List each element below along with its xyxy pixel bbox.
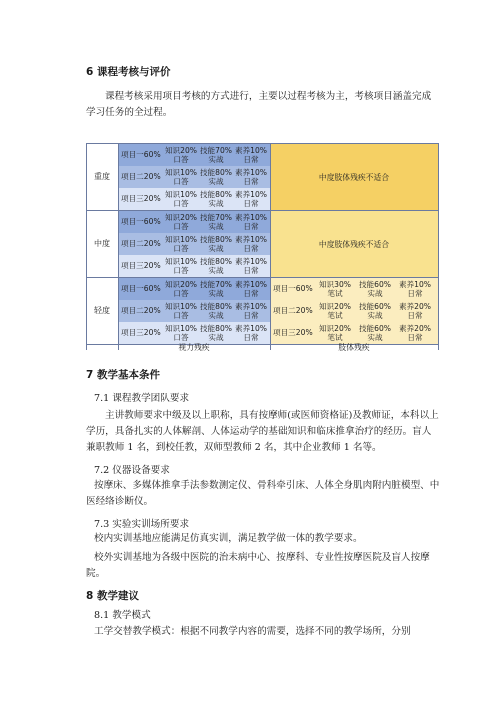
project-row [118, 211, 270, 233]
assessment-table [86, 143, 438, 350]
assessment-method: 实战 [208, 266, 224, 275]
assessment-part [234, 213, 268, 231]
assessment-part [199, 324, 233, 342]
section-7-3-paragraph-2: 校外实训基地为各级中医院的治未病中心、按摩科、专业性按摩医院及盲人按摩院。 [86, 552, 430, 579]
assessment-part [234, 235, 268, 253]
assessment-part [164, 235, 198, 253]
assessment-percent: 素养10% [234, 324, 268, 333]
assessment-method: 实战 [208, 311, 224, 320]
section-8-1-title: 8.1 教学模式 [94, 610, 151, 621]
assessment-part [398, 324, 432, 342]
assessment-part [199, 257, 233, 275]
assessment-percent: 知识10% [164, 190, 198, 199]
section-6-paragraph: 课程考核采用项目考核的方式进行，主要以过程考核为主，考核项目涵盖完成学习任务的全过程。 [86, 91, 432, 118]
assessment-method: 日常 [243, 311, 259, 320]
assessment-percent: 技能60% [358, 324, 392, 333]
project-name: 项目三20% [273, 328, 313, 337]
assessment-method: 口答 [173, 177, 189, 186]
assessment-percent: 技能80% [199, 302, 233, 311]
assessment-part [318, 280, 352, 298]
assessment-method: 口答 [173, 289, 189, 298]
assessment-part [199, 213, 233, 231]
assessment-percent: 知识10% [164, 168, 198, 177]
assessment-method: 笔试 [327, 311, 343, 320]
project-row [270, 300, 438, 322]
section-7-1-paragraph: 主讲教师要求中级及以上职称，具有按摩师(或医师资格证)及教师证，本科以上学历，具备扎实的人体解剖、人体运动学的基础知识和临床推拿治疗的经历。盲人兼职教师 1 名，到校任教，双师型教师 2 名，其中企业教师 1 名等。 [86, 410, 439, 453]
assessment-method: 实战 [208, 333, 224, 342]
assessment-part [164, 302, 198, 320]
assessment-method: 笔试 [327, 333, 343, 342]
assessment-percent: 素养10% [234, 302, 268, 311]
assessment-part [234, 190, 268, 208]
project-row [270, 322, 438, 344]
assessment-part [164, 213, 198, 231]
grid-line [86, 143, 87, 350]
assessment-percent: 知识20% [318, 302, 352, 311]
assessment-part [234, 280, 268, 298]
project-name: 项目二20% [273, 306, 313, 315]
assessment-method: 口答 [173, 155, 189, 164]
assessment-part [318, 324, 352, 342]
project-name: 项目三20% [121, 328, 161, 337]
assessment-part [234, 168, 268, 186]
assessment-part [164, 324, 198, 342]
assessment-method: 口答 [173, 266, 189, 275]
assessment-method: 口答 [173, 333, 189, 342]
assessment-part [199, 168, 233, 186]
assessment-method: 笔试 [327, 289, 343, 298]
assessment-percent: 素养10% [234, 257, 268, 266]
assessment-part [358, 280, 392, 298]
assessment-part [164, 168, 198, 186]
assessment-percent: 知识20% [164, 280, 198, 289]
assessment-part [358, 324, 392, 342]
assessment-method: 日常 [407, 311, 423, 320]
assessment-part [164, 146, 198, 164]
project-name: 项目二20% [121, 239, 161, 248]
assessment-part [234, 257, 268, 275]
assessment-part [164, 257, 198, 275]
assessment-percent: 知识20% [318, 324, 352, 333]
assessment-method: 实战 [208, 222, 224, 231]
assessment-method: 日常 [243, 266, 259, 275]
assessment-method: 实战 [208, 177, 224, 186]
assessment-method: 口答 [173, 244, 189, 253]
severity-label: 重度 [94, 171, 110, 181]
project-name: 项目二20% [121, 306, 161, 315]
assessment-part [199, 302, 233, 320]
assessment-part [398, 280, 432, 298]
project-row [118, 322, 270, 344]
not-suitable-cell: 中度肢体残疾不适合 [270, 211, 438, 277]
assessment-method: 口答 [173, 222, 189, 231]
assessment-method: 日常 [243, 244, 259, 253]
project-name: 项目三20% [121, 194, 161, 203]
assessment-percent: 技能80% [199, 190, 233, 199]
project-row [118, 233, 270, 255]
assessment-percent: 知识30% [318, 280, 352, 289]
grid-line [118, 143, 119, 350]
project-name: 项目一60% [273, 284, 313, 293]
project-row [118, 188, 270, 210]
assessment-method: 实战 [367, 311, 383, 320]
footer-physical-disability: 肢体残疾 [338, 343, 370, 352]
project-name: 项目一60% [121, 284, 161, 293]
assessment-method: 实战 [367, 333, 383, 342]
assessment-percent: 素养10% [234, 213, 268, 222]
assessment-method: 实战 [208, 244, 224, 253]
section-7-2-title: 7.2 仪器设备要求 [94, 465, 170, 476]
section-7-2-paragraph: 按摩床、多媒体推拿手法参数测定仪、骨科牵引床、人体全身肌肉附内脏模型、中医经络诊断仪。 [86, 480, 440, 507]
section-7-1-title: 7.1 课程教学团队要求 [94, 393, 190, 404]
assessment-method: 日常 [407, 289, 423, 298]
assessment-method: 实战 [208, 155, 224, 164]
assessment-part [199, 280, 233, 298]
footer-visual-impairment: 视力残疾 [178, 343, 210, 352]
section-8-title: 8 教学建议 [86, 590, 139, 602]
assessment-method: 口答 [173, 311, 189, 320]
assessment-part [398, 302, 432, 320]
assessment-part [199, 146, 233, 164]
assessment-method: 口答 [173, 199, 189, 208]
assessment-percent: 素养20% [398, 302, 432, 311]
assessment-percent: 知识10% [164, 235, 198, 244]
assessment-percent: 素养10% [234, 168, 268, 177]
assessment-percent: 技能80% [199, 324, 233, 333]
assessment-percent: 素养10% [398, 280, 432, 289]
project-name: 项目二20% [121, 172, 161, 181]
assessment-part [234, 302, 268, 320]
assessment-percent: 知识10% [164, 257, 198, 266]
assessment-percent: 素养10% [234, 146, 268, 155]
assessment-percent: 知识10% [164, 324, 198, 333]
assessment-part [234, 324, 268, 342]
assessment-percent: 知识20% [164, 213, 198, 222]
assessment-method: 日常 [243, 333, 259, 342]
assessment-part [199, 190, 233, 208]
assessment-method: 实战 [208, 289, 224, 298]
grid-line [86, 143, 438, 144]
assessment-percent: 知识10% [164, 302, 198, 311]
assessment-method: 日常 [407, 333, 423, 342]
section-7-3-title: 7.3 实验实训场所要求 [94, 519, 190, 530]
section-6-title: 6 课程考核与评价 [86, 66, 171, 78]
assessment-part [234, 146, 268, 164]
severity-label: 轻度 [94, 305, 110, 315]
grid-line [86, 210, 438, 211]
assessment-part [164, 190, 198, 208]
section-7-title: 7 教学基本条件 [86, 369, 160, 381]
severity-label: 中度 [94, 238, 110, 248]
assessment-percent: 素养20% [398, 324, 432, 333]
grid-line [86, 277, 438, 278]
assessment-method: 日常 [243, 199, 259, 208]
assessment-method: 日常 [243, 177, 259, 186]
assessment-part [199, 235, 233, 253]
assessment-percent: 技能60% [358, 280, 392, 289]
project-name: 项目三20% [121, 261, 161, 270]
project-row [118, 300, 270, 322]
not-suitable-cell: 中度肢体残疾不适合 [270, 144, 438, 210]
project-row [270, 278, 438, 300]
assessment-part [358, 302, 392, 320]
assessment-percent: 技能80% [199, 257, 233, 266]
assessment-percent: 技能80% [199, 168, 233, 177]
assessment-part [164, 280, 198, 298]
assessment-method: 日常 [243, 155, 259, 164]
assessment-method: 实战 [367, 289, 383, 298]
assessment-percent: 素养10% [234, 280, 268, 289]
project-name: 项目一60% [121, 217, 161, 226]
project-row [118, 144, 270, 166]
assessment-method: 实战 [208, 199, 224, 208]
grid-line [438, 143, 439, 350]
project-row [118, 166, 270, 188]
project-name: 项目一60% [121, 150, 161, 159]
assessment-percent: 技能70% [199, 213, 233, 222]
section-7-3-paragraph-1: 校内实训基地应能满足仿真实训，满足教学做一体的教学要求。 [94, 533, 363, 544]
project-row [118, 255, 270, 277]
grid-line [270, 143, 271, 350]
assessment-percent: 素养10% [234, 190, 268, 199]
assessment-percent: 技能80% [199, 235, 233, 244]
assessment-method: 日常 [243, 289, 259, 298]
assessment-part [318, 302, 352, 320]
project-row [118, 278, 270, 300]
assessment-method: 日常 [243, 222, 259, 231]
section-8-1-paragraph: 工学交替教学模式：根据不同教学内容的需要，选择不同的教学场所，分别 [94, 626, 411, 637]
assessment-percent: 技能70% [199, 280, 233, 289]
assessment-percent: 素养10% [234, 235, 268, 244]
assessment-percent: 技能60% [358, 302, 392, 311]
assessment-percent: 技能70% [199, 146, 233, 155]
assessment-percent: 知识20% [164, 146, 198, 155]
